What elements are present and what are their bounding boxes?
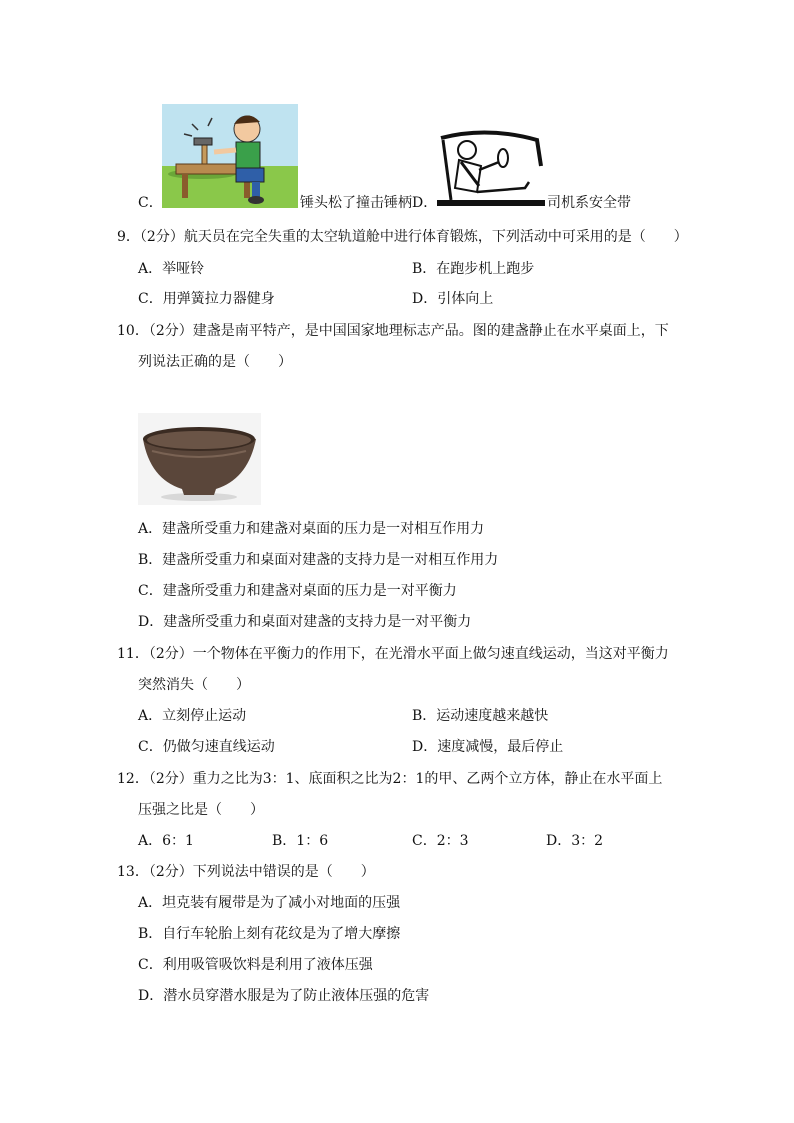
q8-option-d-caption: 司机系安全带 [547, 195, 631, 211]
q9-option-b: B．在跑步机上跑步 [412, 261, 535, 277]
q12-option-c: C．2：3 [412, 833, 469, 849]
tea-bowl-photo [138, 413, 261, 505]
q9-option-c: C．用弹簧拉力器健身 [138, 291, 275, 307]
q11-option-d: D．速度减慢，最后停止 [412, 739, 564, 755]
q12-option-d: D．3：2 [546, 833, 604, 849]
q8-option-c-caption: 锤头松了撞击锤柄 [300, 195, 412, 211]
q10-option-d: D．建盏所受重力和桌面对建盏的支持力是一对平衡力 [138, 614, 472, 630]
q12-option-b: B．1：6 [272, 833, 329, 849]
q11-option-a: A．立刻停止运动 [138, 708, 247, 724]
q11-stem-line1: 11．（2分）一个物体在平衡力的作用下，在光滑水平面上做匀速直线运动，当这对平衡力 [117, 646, 669, 662]
q11-stem-line2: 突然消失（ ） [138, 677, 250, 693]
hammer-illustration [162, 104, 298, 208]
q13-stem: 13．（2分）下列说法中错误的是（ ） [117, 864, 375, 880]
q10-stem-line1: 10．（2分）建盏是南平特产，是中国国家地理标志产品。图的建盏静止在水平桌面上，下 [117, 323, 669, 339]
q13-option-b: B．自行车轮胎上刻有花纹是为了增大摩擦 [138, 926, 401, 942]
q8-option-d-label: D． [412, 195, 438, 211]
q9-stem: 9．（2分）航天员在完全失重的太空轨道舱中进行体育锻炼，下列活动中可采用的是（ ） [117, 229, 688, 245]
seatbelt-illustration [437, 126, 545, 206]
q12-stem-line2: 压强之比是（ ） [138, 802, 264, 818]
q10-option-a: A．建盏所受重力和建盏对桌面的压力是一对相互作用力 [138, 521, 485, 537]
q12-option-a: A．6：1 [138, 833, 194, 849]
q13-option-d: D．潜水员穿潜水服是为了防止液体压强的危害 [138, 988, 430, 1004]
q9-option-a: A．举哑铃 [138, 261, 205, 277]
q10-option-b: B．建盏所受重力和桌面对建盏的支持力是一对相互作用力 [138, 552, 499, 568]
q10-option-c: C．建盏所受重力和建盏对桌面的压力是一对平衡力 [138, 583, 457, 599]
q9-option-d: D．引体向上 [412, 291, 494, 307]
q12-stem-line1: 12．（2分）重力之比为3：1、底面积之比为2：1的甲、乙两个立方体，静止在水平面上 [117, 771, 663, 787]
q11-option-c: C．仍做匀速直线运动 [138, 739, 275, 755]
q8-option-c-label: C． [138, 195, 163, 211]
q10-stem-line2: 列说法正确的是（ ） [138, 354, 292, 370]
q13-option-c: C．利用吸管吸饮料是利用了液体压强 [138, 957, 373, 973]
q13-option-a: A．坦克装有履带是为了减小对地面的压强 [138, 895, 401, 911]
q11-option-b: B．运动速度越来越快 [412, 708, 549, 724]
